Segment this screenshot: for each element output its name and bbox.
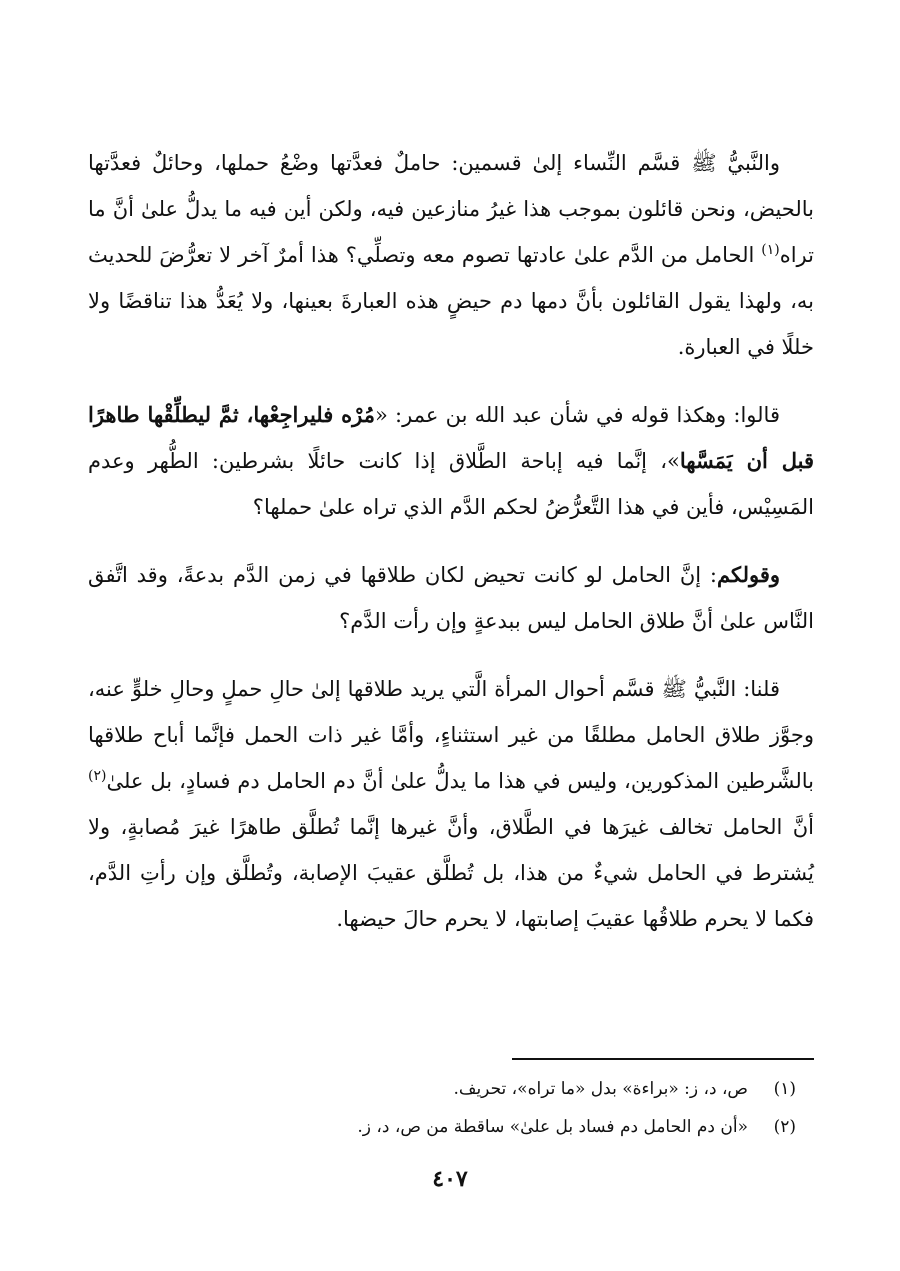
paragraph-2-text-b: »، إنَّما فيه إباحة الطَّلاق إذا كانت حائلًا بشرطين: الطُّهر وعدم المَسِيْس، فأين في هذا التَّعرُّضُ لحكم الدَّم الذي تراه علىٰ حملها؟ [88,449,814,519]
hadith-quote: مُرْه فليراجِعْها، ثمَّ ليطلِّقْها طاهرًا قبل أن يَمَسَّها [88,402,814,473]
footnote-1-number: (١) [773,1079,796,1099]
paragraph-4 [88,666,814,942]
footnote-separator [512,1058,814,1060]
footnote-1-text: ص، د، ز: «براءة» بدل «ما تراه»، تحريف. [453,1079,748,1099]
page-number: ٤٠٧ [432,1166,468,1192]
footnote-2 [88,1108,796,1146]
footnote-2-text: «أن دم الحامل دم فساد بل علىٰ» ساقطة من ص، د، ز. [357,1117,748,1137]
paragraph-2-text-a: قالوا: وهكذا قوله في شأن عبد الله بن عمر: « [374,403,780,427]
footnote-ref-1: (١) [761,242,780,258]
paragraph-1-text-a: والنَّبيُّ ﷺ قسَّم النِّساء إلىٰ قسمين: حاملٌ فعدَّتها وضْعُ حملها، وحائلٌ فعدَّتها بالحيض، ونحن قائلون بموجب هذا غيرُ منازعين فيه، ولكن أين فيه ما يدلُّ علىٰ أنَّ ما تراه [88,151,814,267]
main-text [88,140,814,964]
paragraph-1 [88,140,814,370]
footnote-1 [88,1070,796,1108]
paragraph-4-text-b: أنَّ الحامل تخالف غيرَها في الطَّلاق، وأنَّ غيرها إنَّما تُطلَّق طاهرًا غيرَ مُصابةٍ، ولا يُشترط في الحامل شيءٌ من هذا، بل تُطلَّق عقيبَ الإصابة، وتُطلَّق وإن رأتِ الدَّم، فكما لا يحرم طلاقُها عقيبَ إصابتها، لا يحرم حالَ حيضها. [88,815,814,931]
paragraph-3 [88,552,814,644]
footnote-2-number: (٢) [773,1117,796,1137]
paragraph-3-lead: وقولكم [717,562,780,587]
paragraph-4-text-a: قلنا: النَّبيُّ ﷺ قسَّم أحوال المرأة الَّتي يريد طلاقها إلىٰ حالِ حملٍ وحالِ خلوٍّ عنه، وجوَّز طلاق الحامل مطلقًا من غير استثناءٍ، وأمَّا غير ذات الحمل فإنَّما أباح طلاقها بالشَّرطين المذكورين، وليس في هذا ما يدلُّ علىٰ أنَّ دم الحامل دم فسادٍ، بل علىٰ [88,677,814,793]
footnotes [88,1070,796,1146]
footnote-ref-2: (٢) [88,768,107,784]
paragraph-1-text-b: الحامل من الدَّم علىٰ عادتها تصوم معه وتصلِّي؟ هذا أمرٌ آخر لا تعرُّضَ للحديث به، ولهذا يقول القائلون بأنَّ دمها دم حيضٍ هذه العبارةَ بعينها، ولا يُعَدُّ هذا تناقضًا ولا خللًا في العبارة. [88,243,814,359]
paragraph-3-text: : إنَّ الحامل لو كانت تحيض لكان طلاقها في زمن الدَّم بدعةً، وقد اتَّفق النَّاس علىٰ أنَّ طلاق الحامل ليس ببدعةٍ وإن رأت الدَّم؟ [88,563,814,633]
paragraph-2 [88,392,814,530]
